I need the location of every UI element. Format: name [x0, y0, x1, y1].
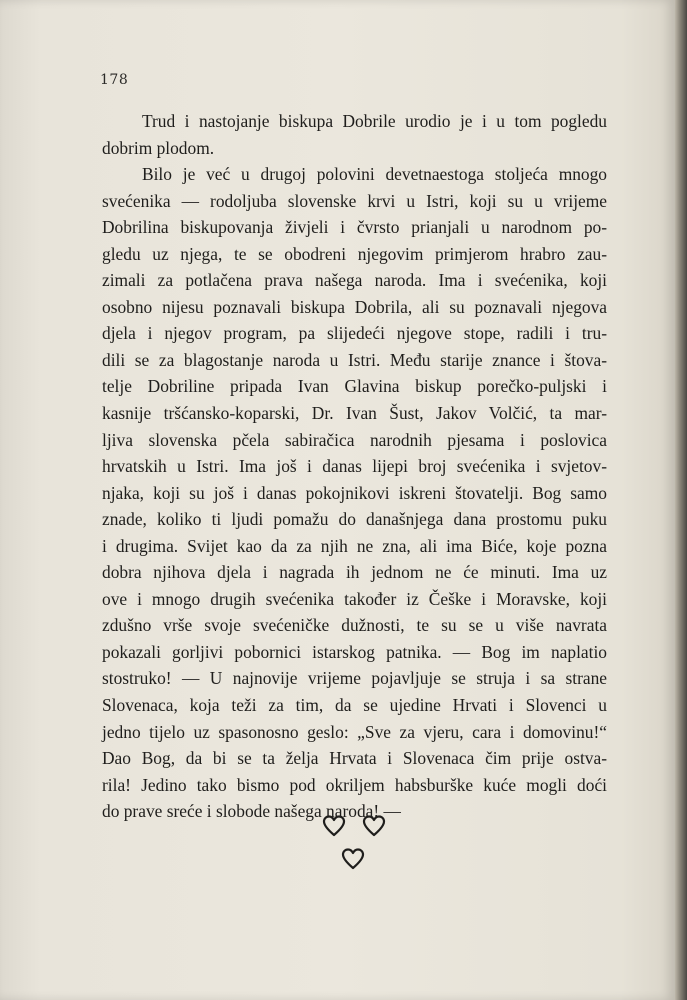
- heart-outline-icon: [322, 814, 346, 838]
- text-line: jedno tijelo uz spasonosno geslo: „Sve za vjeru, cara i domovinu!“: [102, 721, 607, 742]
- text-line: telje Dobriline pripada Ivan Glavina biskup porečko-puljski i: [102, 376, 607, 397]
- text-line: svećenika — rodoljuba slovenske krvi u Istri, koji su u vrijeme: [102, 190, 607, 211]
- text-line: Slovenaca, koja teži za tim, da se ujedine Hrvati i Slovenci u: [102, 695, 607, 716]
- text-line: rila! Jedino tako bismo pod okriljem habsburške kuće mogli doći: [102, 774, 607, 795]
- body-text: [102, 108, 607, 825]
- text-line: osobno nijesu poznavali biskupa Dobrila, ali su poznavali njegova: [102, 296, 607, 317]
- heart-ornament: [0, 810, 675, 880]
- text-line: djela i njegov program, pa slijedeći njegove stope, radili i tru-: [102, 323, 607, 344]
- text-line: zdušno vrše svoje svećeničke dužnosti, te su se u više navrata: [102, 615, 607, 636]
- text-line: Trud i nastojanje biskupa Dobrile urodio je i u tom pogledu: [142, 111, 607, 131]
- text-line: ljiva slovenska pčela sabiračica narodnih pjesama i poslovica: [102, 429, 607, 450]
- page-edge: [675, 0, 687, 1000]
- heart-outline-icon: [362, 814, 386, 838]
- text-line: dobra njihova djela i nagrada ih jednom ne će minuti. Ima uz: [102, 562, 607, 583]
- text-line: dili se za blagostanje naroda u Istri. Među starije znance i štova-: [102, 349, 607, 370]
- text-line: njaka, koji su još i danas pokojnikovi iskreni štovatelji. Bog samo: [102, 482, 607, 503]
- text-line: stostruko! — U najnovije vrijeme pojavljuje se struja i sa strane: [102, 668, 607, 689]
- page-number: 178: [100, 72, 129, 88]
- text-line: zimali za potlačena prava našega naroda. Ima i svećenika, koji: [102, 270, 607, 291]
- text-line: Dobrilina biskupovanja živjeli i čvrsto prianjali u narodnom po-: [102, 217, 607, 238]
- text-line: dobrim plodom.: [102, 137, 215, 158]
- text-line: i drugima. Svijet kao da za njih ne zna, ali ima Biće, koje pozna: [102, 535, 607, 556]
- text-line: Bilo je već u drugoj polovini devetnaestoga stoljeća mnogo: [142, 164, 607, 185]
- text-line: kasnije tršćansko-koparski, Dr. Ivan Šust, Jakov Volčić, ta mar-: [102, 403, 607, 424]
- text-line: pokazali gorljivi pobornici istarskog patnika. — Bog im naplatio: [102, 641, 607, 662]
- text-line: do prave sreće i slobode našega naroda! —: [102, 801, 401, 822]
- text-line: ove i mnogo drugih svećenika također iz Češke i Moravske, koji: [102, 588, 607, 609]
- text-line: Dao Bog, da bi se ta želja Hrvata i Slovenaca čim prije ostva-: [102, 748, 607, 769]
- text-line: gledu uz njega, te se obodreni njegovim primjerom hrabro zau-: [102, 243, 607, 264]
- text-line: hrvatskih u Istri. Ima još i danas lijepi broj svećenika i svjetov-: [102, 456, 607, 477]
- heart-outline-icon: [341, 847, 365, 871]
- text-line: znade, koliko ti ljudi pomažu do današnjega dana prostomu puku: [102, 509, 607, 530]
